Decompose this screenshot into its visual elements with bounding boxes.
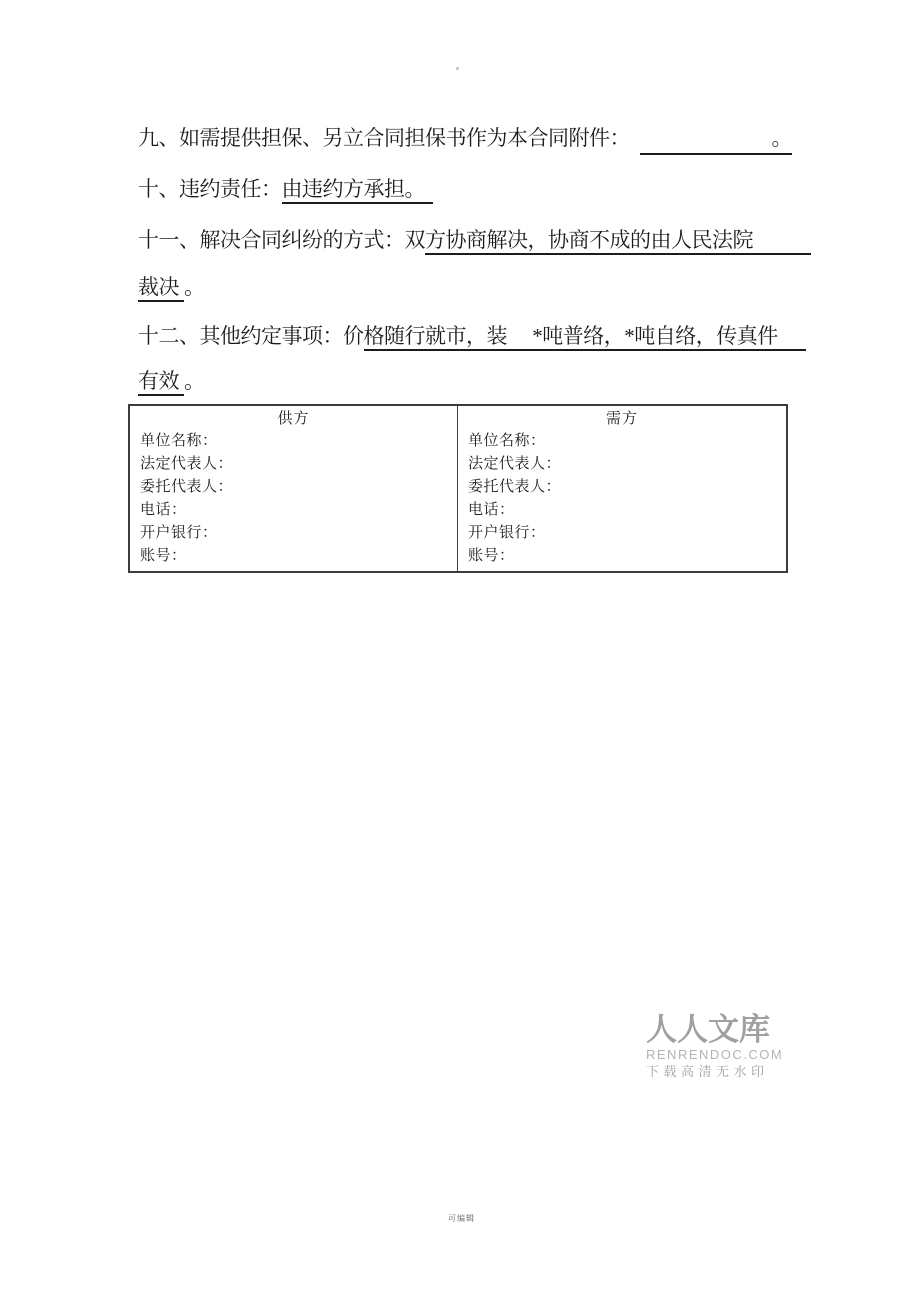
buyer-header: 需方 (605, 411, 638, 427)
supplier-column (130, 406, 458, 571)
buyer-bank-label: 开户银行： (468, 525, 546, 541)
clause-11-continuation (138, 274, 205, 301)
supplier-bank-label: 开户银行： (140, 525, 218, 541)
buyer-phone-label: 电话： (468, 502, 515, 518)
clause-12-continuation-underlined: 有效 (138, 369, 184, 396)
clause-9-period: 。 (771, 126, 792, 150)
clause-9-blank-line (640, 125, 792, 155)
parties-table (128, 404, 788, 573)
clause-11-continuation-underlined: 裁决 (138, 275, 184, 302)
buyer-legal-rep-label: 法定代表人： (468, 456, 562, 472)
buyer-account-label: 账号： (468, 548, 515, 564)
watermark (646, 1012, 786, 1079)
watermark-tagline: 下载高清无水印 (646, 1064, 769, 1079)
supplier-header: 供方 (277, 411, 310, 427)
supplier-phone-label: 电话： (140, 502, 187, 518)
editable-note: 可编辑 (448, 1214, 475, 1223)
buyer-company-name-label: 单位名称： (468, 433, 546, 449)
clause-10-underlined-text: 由违约方承担。 (282, 177, 434, 204)
clause-12-continuation (138, 368, 205, 395)
clause-11-underlined-text: 方协商解决，协商不成的由人民法院 (425, 228, 811, 255)
watermark-domain: RENRENDOC.COM (646, 1047, 784, 1062)
clause-11-text: 十一、解决合同纠纷的方式：双 (138, 228, 425, 252)
supplier-entrusted-rep-label: 委托代表人： (140, 479, 234, 495)
clause-10-text: 十、违约责任： (138, 177, 282, 201)
supplier-account-label: 账号： (140, 548, 187, 564)
clause-11-continuation-period: 。 (184, 275, 205, 299)
watermark-logo-text: 人人文库 (646, 1012, 770, 1047)
clause-12-continuation-period: 。 (184, 369, 205, 393)
clause-12-text: 十二、其他约定事项：价 (138, 324, 364, 348)
clause-9 (138, 125, 792, 155)
supplier-company-name-label: 单位名称： (140, 433, 218, 449)
clause-10 (138, 176, 433, 203)
supplier-legal-rep-label: 法定代表人： (140, 456, 234, 472)
clause-11 (138, 227, 811, 254)
clause-12 (138, 323, 806, 350)
page-artifact-speck (456, 67, 459, 70)
clause-12-underlined-text: 格随行就市，装 *吨普络，*吨自络，传真件 (364, 324, 806, 351)
clause-9-text: 九、如需提供担保、另立合同担保书作为本合同附件： (138, 126, 630, 150)
buyer-column (458, 406, 786, 571)
buyer-entrusted-rep-label: 委托代表人： (468, 479, 562, 495)
